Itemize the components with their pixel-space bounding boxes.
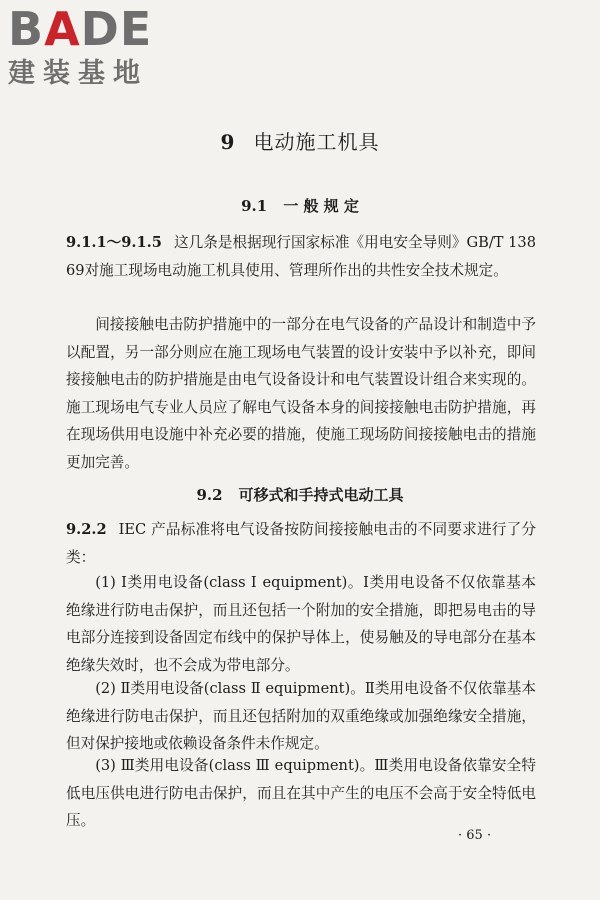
section-number: 9.1 (241, 197, 268, 215)
chapter-title-text: 电动施工机具 (253, 130, 380, 154)
logo-letter-a-accent: A (44, 2, 81, 56)
section-title-text: 可移式和手持式电动工具 (238, 486, 404, 504)
section-title-9-2 (0, 484, 600, 505)
chapter-title (0, 126, 600, 155)
clause-number: 9.1.1～9.1.5 (66, 234, 162, 251)
page-number: · 65 · (458, 828, 492, 843)
section-title-9-1 (0, 195, 600, 216)
clause-number: 9.2.2 (66, 521, 107, 538)
section-title-text: 一 般 规 定 (283, 197, 359, 215)
clause-9-2-2-paragraph (66, 516, 536, 571)
section-number: 9.2 (196, 486, 223, 504)
class-3-equipment-paragraph: (3) Ⅲ类用电设备(class Ⅲ equipment)。Ⅲ类用电设备依靠安全特低电压供电进行防电击保护，而且在其中产生的电压不会高于安全特低电压。 (66, 757, 536, 829)
logo-letters-de: DE (80, 2, 153, 56)
chapter-number: 9 (220, 130, 236, 154)
class-2-equipment-paragraph: (2) Ⅱ类用电设备(class Ⅱ equipment)。Ⅱ类用电设备不仅依靠基本绝缘进行防电击保护，而且还包括附加的双重绝缘或加强绝缘安全措施，但对保护接地或依赖设备条件未作规定。 (66, 680, 536, 752)
paragraph-text: IEC 产品标准将电气设备按防间接接触电击的不同要求进行了分类： (66, 521, 536, 566)
paragraph-text: 这几条是根据现行国家标准《用电安全导则》GB/T 13869对施工现场电动施工机具使用、管理所作出的共性安全技术规定。 (66, 234, 536, 279)
clause-9-1-1-paragraph (66, 229, 536, 284)
body-paragraph: 间接接触电击防护措施中的一部分在电气设备的产品设计和制造中予以配置，另一部分则应在施工现场电气装置的设计安装中予以补充，即间接接触电击的防护措施是由电气设备设计和电气装置设计组合来实现的。施工现场电气专业人员应了解电气设备本身的间接接触电击防护措施，再在现场供用电设施中补充必要的措施，使施工现场防间接接触电击的措施更加完善。 (66, 316, 536, 471)
logo-letter-b: B (8, 2, 45, 56)
bade-logo (8, 4, 178, 92)
logo-chinese-text: 建装基地 (8, 58, 148, 89)
class-1-equipment-paragraph: (1) Ⅰ类用电设备(class Ⅰ equipment)。Ⅰ类用电设备不仅依靠基本绝缘进行防电击保护，而且还包括一个附加的安全措施，即把易电击的导电部分连接到设备固定布线中的保护导体上，使易触及的导电部分在基本绝缘失效时，也不会成为带电部分。 (66, 574, 536, 674)
logo-wordmark (8, 4, 178, 54)
